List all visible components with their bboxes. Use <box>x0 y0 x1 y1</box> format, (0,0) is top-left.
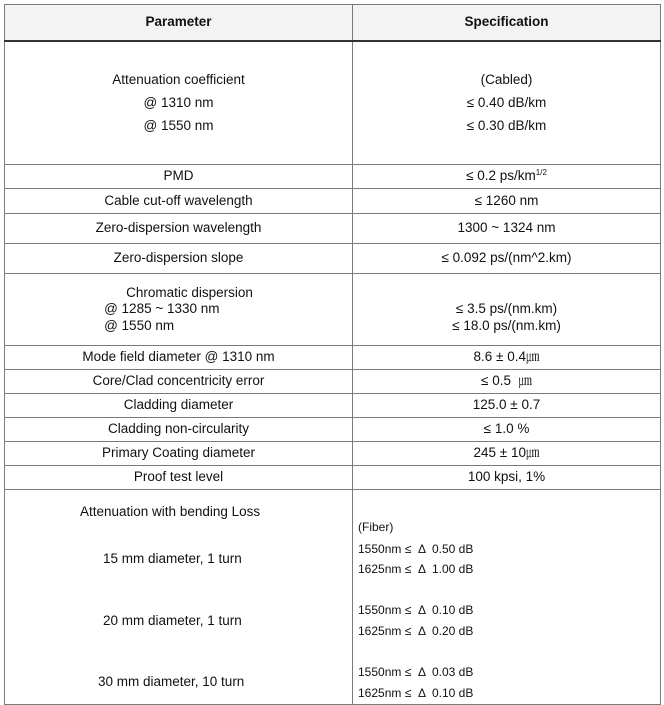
cladding-param: Cladding diameter <box>5 394 353 418</box>
attenuation-param-1550: @ 1550 nm <box>143 118 214 134</box>
bending-param-title: Attenuation with bending Loss <box>80 504 261 519</box>
bending-case-20: 20 mm diameter, 1 turn <box>103 613 242 628</box>
chromatic-spec-2: ≤ 18.0 ps/(nm.km) <box>452 317 561 333</box>
header-parameter: Parameter <box>5 5 353 41</box>
cladding-spec: 125.0 ± 0.7 <box>353 394 661 418</box>
table-row <box>5 394 661 418</box>
specification-table <box>4 4 661 705</box>
attenuation-param-1310: @ 1310 nm <box>143 95 214 111</box>
zds-spec: ≤ 0.092 ps/(nm^2.km) <box>353 244 661 274</box>
bending-spec-title: (Fiber) <box>358 520 394 534</box>
table-row <box>5 418 661 442</box>
noncirc-spec: ≤ 1.0 % <box>353 418 661 442</box>
chromatic-spec-1: ≤ 3.5 ps/(nm.km) <box>455 301 558 317</box>
bending-case-15: 15 mm diameter, 1 turn <box>103 551 242 566</box>
table-row <box>5 274 661 346</box>
bending-spec-15-b: 1625nm ≤ Δ 1.00 dB <box>358 562 474 576</box>
pmd-spec-value: ≤ 0.2 ps/km <box>466 168 536 184</box>
zdw-param: Zero-dispersion wavelength <box>5 214 353 244</box>
cutoff-param: Cable cut-off wavelength <box>5 189 353 214</box>
table-row <box>5 442 661 466</box>
attenuation-param-title: Attenuation coefficient <box>112 72 245 88</box>
proof-param: Proof test level <box>5 466 353 490</box>
bending-spec-15-a: 1550nm ≤ Δ 0.50 dB <box>358 542 474 556</box>
concentricity-spec: ≤ 0.5 ㎛ <box>353 370 661 394</box>
table-row <box>5 370 661 394</box>
bending-spec-30-b: 1625nm ≤ Δ 0.10 dB <box>358 686 474 700</box>
chromatic-param-block <box>104 285 253 334</box>
table-row <box>5 41 661 165</box>
zds-param: Zero-dispersion slope <box>5 244 353 274</box>
chromatic-param-2: @ 1550 nm <box>104 317 175 333</box>
bending-spec-30-a: 1550nm ≤ Δ 0.03 dB <box>358 665 474 679</box>
coating-param: Primary Coating diameter <box>5 442 353 466</box>
table-row <box>5 165 661 189</box>
header-specification: Specification <box>353 5 661 41</box>
cutoff-spec: ≤ 1260 nm <box>353 189 661 214</box>
table-row <box>5 244 661 274</box>
chromatic-param-cell <box>5 274 353 346</box>
proof-spec: 100 kpsi, 1% <box>353 466 661 490</box>
noncirc-param: Cladding non-circularity <box>5 418 353 442</box>
bending-spec-20-b: 1625nm ≤ Δ 0.20 dB <box>358 624 474 638</box>
header-row <box>5 5 661 41</box>
table-row <box>5 490 661 705</box>
table-row <box>5 214 661 244</box>
pmd-spec <box>353 165 661 189</box>
mfd-param: Mode field diameter @ 1310 nm <box>5 346 353 370</box>
pmd-param: PMD <box>5 165 353 189</box>
chromatic-param-1: @ 1285 ~ 1330 nm <box>104 301 220 317</box>
attenuation-spec-title: (Cabled) <box>480 72 533 88</box>
zdw-spec: 1300 ~ 1324 nm <box>353 214 661 244</box>
attenuation-spec-1310: ≤ 0.40 dB/km <box>466 95 547 111</box>
bending-case-30: 30 mm diameter, 10 turn <box>98 674 245 689</box>
chromatic-spec-cell <box>353 274 661 346</box>
bending-spec-cell <box>353 490 661 705</box>
table-row <box>5 189 661 214</box>
attenuation-spec-1550: ≤ 0.30 dB/km <box>466 118 547 134</box>
chromatic-param-title: Chromatic dispersion <box>126 285 253 301</box>
mfd-spec: 8.6 ± 0.4㎛ <box>353 346 661 370</box>
attenuation-spec-cell <box>353 41 661 165</box>
bending-param-cell <box>5 490 353 705</box>
concentricity-param: Core/Clad concentricity error <box>5 370 353 394</box>
coating-spec: 245 ± 10㎛ <box>353 442 661 466</box>
table-row <box>5 346 661 370</box>
bending-spec-20-a: 1550nm ≤ Δ 0.10 dB <box>358 603 474 617</box>
table-row <box>5 466 661 490</box>
pmd-spec-exponent: 1/2 <box>535 168 547 178</box>
attenuation-param-cell <box>5 41 353 165</box>
